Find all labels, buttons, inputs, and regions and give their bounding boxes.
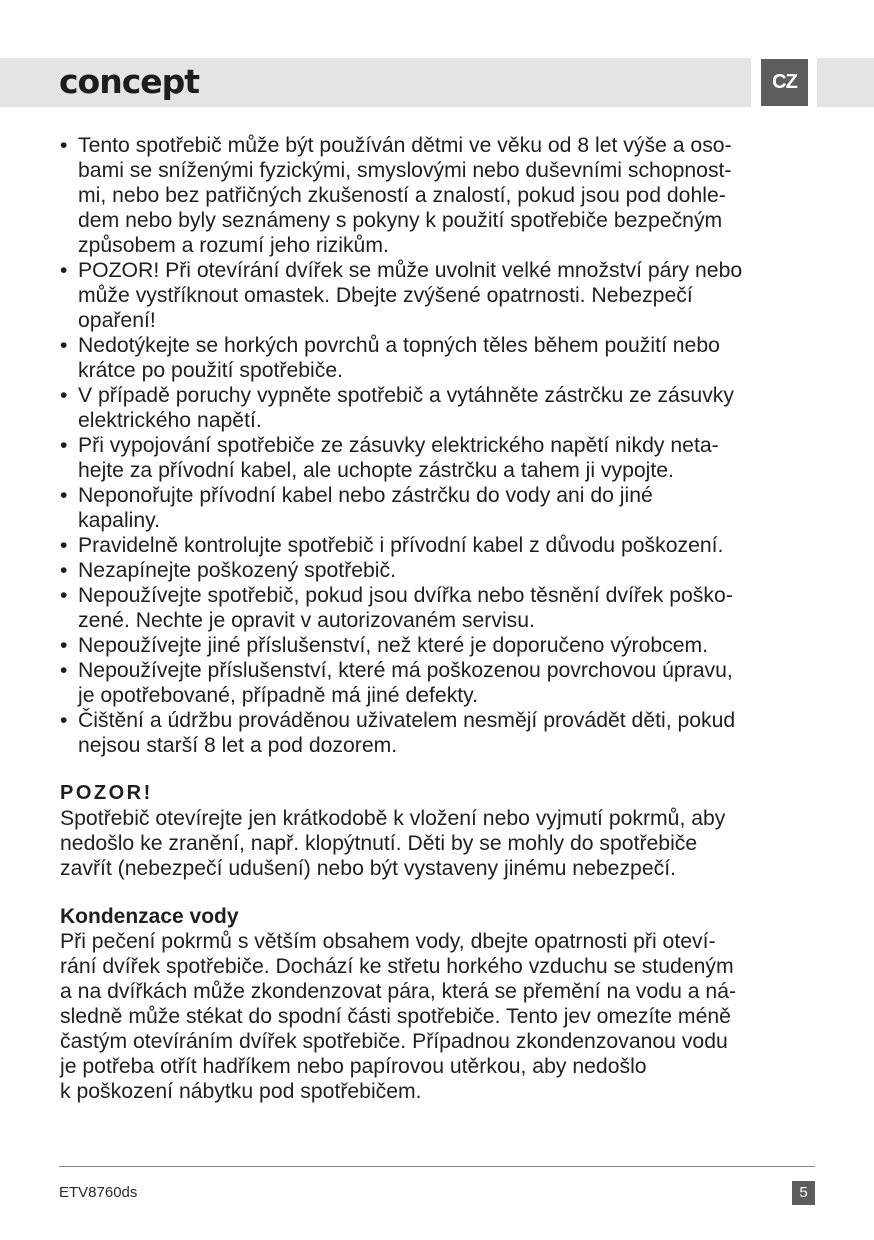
brand-logo: concept [59,62,200,101]
bullet-icon: • [60,434,68,457]
safety-bullet-list [60,133,820,758]
bullet-icon: • [60,584,68,607]
list-item: • Čištění a údržbu prováděnou uživatelem nesmějí provádět děti, pokud nejsou starší 8 let a pod dozorem. [60,709,736,757]
condensation-heading: Kondenzace vody [60,905,239,928]
language-badge: CZ [761,59,808,106]
bullet-icon: • [60,559,68,582]
list-item: • Nepoužívejte příslušenství, které má poškozenou povrchovou úpravu, je opotřebované, případně má jiné defekty. [60,659,733,707]
bullet-icon: • [60,659,68,682]
bullet-icon: • [60,634,68,657]
warning-heading: POZOR! [60,782,153,804]
bullet-icon: • [60,484,68,507]
list-item: • Nepoužívejte spotřebič, pokud jsou dvířka nebo těsnění dvířek poško- zené. Nechte je opravit v autorizovaném servisu. [60,584,733,632]
condensation-paragraph: Při pečení pokrmů s větším obsahem vody, dbejte opatrnosti při oteví- rání dvířek spotřebiče. Dochází ke střetu horkého vzduchu se studeným a na dvířkách může zkondenzovat pára, která se přemění na vodu a ná- sledně může stékat do spodní části spotřebiče. Tento jev omezíte méně častým otevíráním dvířek spotřebiče. Případnou zkondenzovanou vodu je potřeba otřít hadříkem nebo papírovou utěrkou, aby nedošlo k poškození nábytku pod spotřebičem. [60,930,737,1103]
footer-divider [59,1166,815,1167]
model-number: ETV8760ds [59,1184,138,1201]
page-number-badge: 5 [792,1181,815,1205]
list-item: • Nezapínejte poškozený spotřebič. [60,559,396,582]
header-band-right [817,58,874,107]
page-content [60,133,820,1104]
warning-paragraph: Spotřebič otevírejte jen krátkodobě k vložení nebo vyjmutí pokrmů, aby nedošlo ke zranění, např. klopýtnutí. Děti by se mohly do spotřebiče zavřít (nebezpečí udušení) nebo být vystaveny jinému nebezpečí. [60,807,726,880]
bullet-icon: • [60,334,68,357]
list-item: • Pravidelně kontrolujte spotřebič i přívodní kabel z důvodu poškození. [60,534,724,557]
list-item: • Neponořujte přívodní kabel nebo zástrčku do vody ani do jiné kapaliny. [60,484,653,532]
list-item: • POZOR! Při otevírání dvířek se může uvolnit velké množství páry nebo může vystříknout omastek. Dbejte zvýšené opatrnosti. Nebezpečí opaření! [60,259,743,332]
bullet-icon: • [60,134,68,157]
list-item: • Tento spotřebič může být používán dětmi ve věku od 8 let výše a oso- bami se sníženými fyzickými, smyslovými nebo duševními schopnost- mi, nebo bez patřičných zkušeností a znalostí, pokud jsou pod dohle- dem nebo byly seznámeny s pokyny k použití spotřebiče bezpečným způsobem a rozumí jeho rizikům. [60,134,732,257]
list-item: • Nepoužívejte jiné příslušenství, než které je doporučeno výrobcem. [60,634,709,657]
list-item: • V případě poruchy vypněte spotřebič a vytáhněte zástrčku ze zásuvky elektrického napětí. [60,384,734,432]
condensation-section [60,904,820,1104]
warning-section [60,781,820,881]
bullet-icon: • [60,709,68,732]
bullet-icon: • [60,259,68,282]
list-item: • Nedotýkejte se horkých povrchů a topných těles během použití nebo krátce po použití spotřebiče. [60,334,720,382]
list-item: • Při vypojování spotřebiče ze zásuvky elektrického napětí nikdy neta- hejte za přívodní kabel, ale uchopte zástrčku a tahem ji vypojte. [60,434,719,482]
bullet-icon: • [60,384,68,407]
bullet-icon: • [60,534,68,557]
